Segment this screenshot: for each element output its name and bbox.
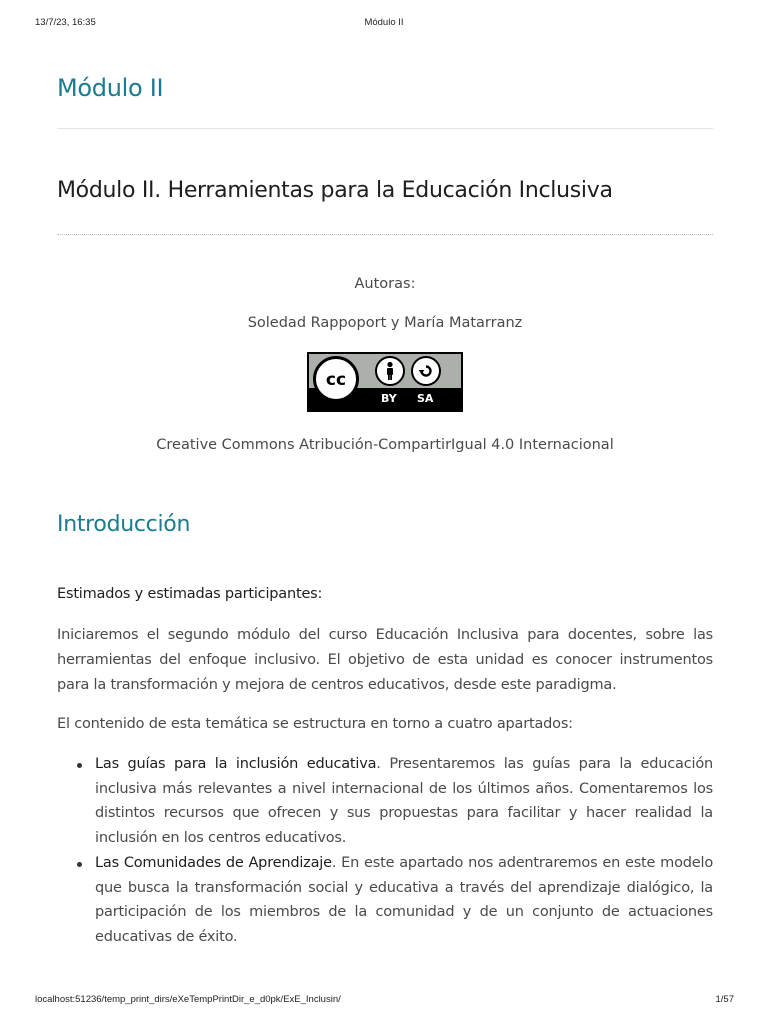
bullet-icon bbox=[77, 763, 82, 768]
topic-description: . En este apartado nos adentraremos en este modelo que busca la transformación social y educativa a través del aprendizaje dialógico, la participación de los miembros de la comunidad y de un conjunto de actuaciones educativas de éxito. bbox=[95, 854, 713, 945]
print-url: localhost:51236/temp_print_dirs/eXeTempPrintDir_e_d0pk/ExE_Inclusin/ bbox=[35, 994, 341, 1005]
list-item bbox=[57, 851, 713, 950]
intro-paragraph: Iniciaremos el segundo módulo del curso Educación Inclusiva para docentes, sobre las herramientas del enfoque inclusivo. El objetivo de esta unidad es conocer instrumentos para la transformación y mejora de centros educativos, desde este paradigma. bbox=[57, 627, 713, 693]
license-text: Creative Commons Atribución-CompartirIgual 4.0 Internacional bbox=[156, 437, 614, 453]
svg-text:cc: cc bbox=[325, 370, 347, 390]
print-datetime: 13/7/23, 16:35 bbox=[35, 17, 96, 28]
page-heading: Módulo II. Herramientas para la Educación Inclusiva bbox=[57, 178, 613, 203]
topics-list bbox=[57, 752, 713, 950]
print-title: Módulo II bbox=[364, 17, 404, 28]
topic-term: Las guías para la inclusión educativa bbox=[95, 756, 377, 772]
topic-term: Las Comunidades de Aprendizaje bbox=[95, 854, 332, 871]
page-number: 1/57 bbox=[715, 994, 734, 1005]
structure-paragraph: El contenido de esta temática se estructura en torno a cuatro apartados: bbox=[57, 716, 573, 732]
badge-label-by: BY bbox=[381, 392, 397, 405]
authors-label: Autoras: bbox=[354, 276, 416, 292]
site-title: Módulo II bbox=[57, 74, 164, 102]
bullet-icon bbox=[77, 862, 82, 867]
cc-by-sa-license-badge[interactable] bbox=[307, 352, 463, 412]
intro-heading: Introducción bbox=[57, 512, 191, 537]
cc-icon bbox=[313, 356, 359, 402]
badge-label-sa: SA bbox=[417, 392, 434, 405]
share-alike-icon bbox=[411, 356, 441, 386]
print-header bbox=[0, 17, 768, 31]
authors-names: Soledad Rappoport y María Matarranz bbox=[247, 315, 523, 331]
print-footer bbox=[0, 994, 768, 1008]
list-item bbox=[57, 752, 713, 851]
greeting: Estimados y estimadas participantes: bbox=[57, 586, 323, 602]
title-divider bbox=[57, 128, 713, 129]
topic-description: . Presentaremos las guías para la educación inclusiva más relevantes a nivel internacional de los últimos años. Comentaremos los distintos recursos que ofrecen y sus propuestas para facilitar y hacer realidad la inclusión en los centros educativos. bbox=[95, 756, 713, 847]
attribution-person-icon bbox=[375, 356, 405, 386]
heading-divider bbox=[57, 234, 713, 235]
